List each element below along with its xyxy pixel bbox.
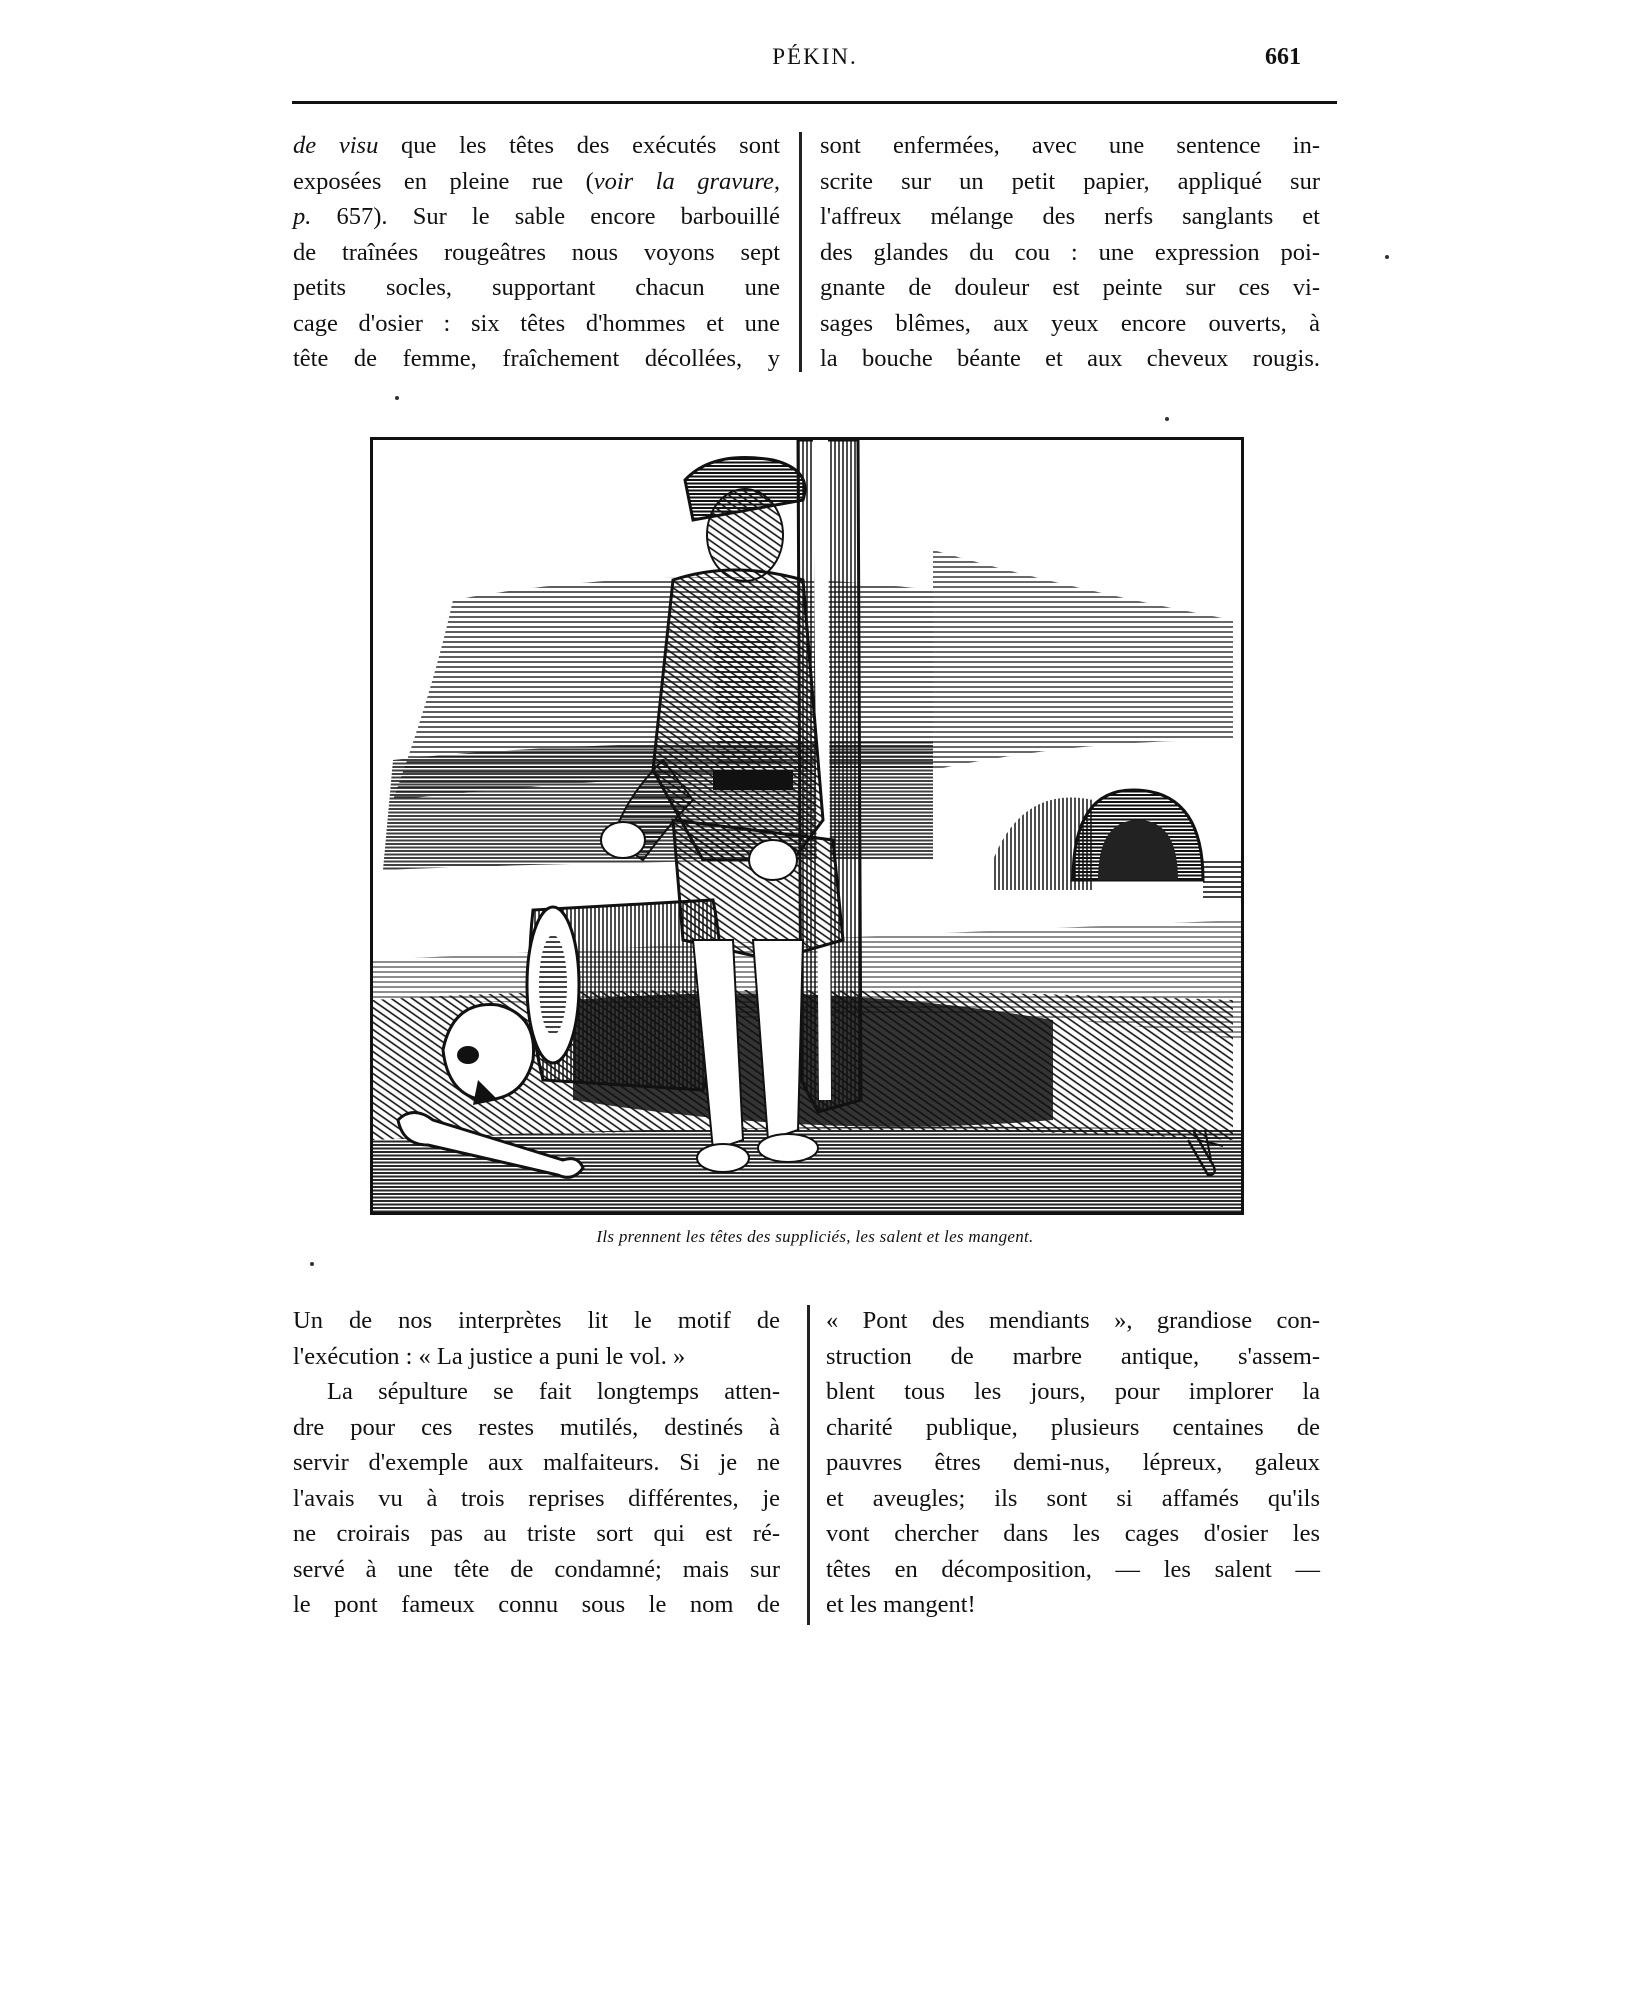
text-line: gnante de douleur est peinte sur ces vi-	[820, 274, 1320, 301]
text-line: têtes en décomposition, — les salent —	[826, 1555, 1320, 1583]
text-line	[293, 164, 780, 200]
text-line: sages blêmes, aux yeux encore ouverts, à	[820, 309, 1320, 337]
running-title: PÉKIN.	[772, 44, 858, 69]
line-text: exposées en pleine rue (	[293, 167, 594, 195]
text-line: cage d'osier : six têtes d'hommes et une	[293, 309, 780, 337]
text-line: et les mangent!	[826, 1591, 976, 1618]
scan-speck	[310, 1262, 314, 1266]
column-rule	[807, 1305, 810, 1625]
bottom-left-column	[293, 1303, 780, 1623]
page-number: 661	[1265, 44, 1301, 70]
text-line: tête de femme, fraîchement décollées, y	[293, 345, 780, 372]
text-line: ne croirais pas au triste sort qui est ré-	[293, 1520, 780, 1547]
italic-phrase: p.	[293, 203, 312, 230]
text-line: le pont fameux connu sous le nom de	[293, 1591, 780, 1618]
top-left-column	[293, 128, 780, 377]
text-line: et aveugles; ils sont si affamés qu'ils	[826, 1484, 1320, 1512]
text-line: blent tous les jours, pour implorer la	[826, 1378, 1320, 1405]
paragraph-start-line: La sépulture se fait longtemps atten-	[327, 1378, 780, 1405]
bottom-right-column	[826, 1303, 1320, 1623]
ruined-arches	[993, 790, 1241, 900]
text-line: Un de nos interprètes lit le motif de	[293, 1307, 780, 1334]
text-line: sont enfermées, avec une sentence in-	[820, 132, 1320, 159]
text-line: la bouche béante et aux cheveux rougis.	[820, 345, 1320, 372]
text-line: servé à une tête de condamné; mais sur	[293, 1555, 780, 1583]
scan-speck	[1385, 255, 1389, 259]
text-line: l'avais vu à trois reprises différentes, je	[293, 1484, 780, 1512]
text-line: dre pour ces restes mutilés, destinés à	[293, 1413, 780, 1441]
text-line: pauvres êtres demi-nus, lépreux, galeux	[826, 1449, 1320, 1476]
text-line: de traînées rougeâtres nous voyons sept	[293, 238, 780, 266]
text-line: « Pont des mendiants », grandiose con-	[826, 1307, 1320, 1334]
italic-phrase: voir la gravure,	[593, 167, 780, 195]
figure-caption: Ils prennent les têtes des suppliciés, les salent et les mangent.	[596, 1227, 1034, 1246]
text-line: struction de marbre antique, s'assem-	[826, 1342, 1320, 1370]
italic-phrase: de visu	[293, 132, 379, 159]
scan-speck	[395, 396, 399, 400]
text-line: l'exécution : « La justice a puni le vol. »	[293, 1342, 686, 1370]
text-line: l'affreux mélange des nerfs sanglants et	[820, 203, 1320, 230]
text-line	[293, 128, 780, 164]
engraving-drawing	[373, 440, 1241, 1212]
text-line: petits socles, supportant chacun une	[293, 274, 780, 301]
text-line: charité publique, plusieurs centaines de	[826, 1413, 1320, 1441]
text-line: des glandes du cou : une expression poi-	[820, 238, 1320, 266]
engraving-illustration	[370, 437, 1244, 1215]
scan-speck	[1165, 417, 1169, 421]
line-text: 657). Sur le sable encore barbouillé	[311, 203, 780, 230]
line-text: que les têtes des exécutés sont	[378, 132, 781, 159]
column-rule	[799, 132, 802, 372]
text-line: scrite sur un petit papier, appliqué sur	[820, 167, 1320, 195]
text-line	[293, 199, 780, 235]
text-line: vont chercher dans les cages d'osier les	[826, 1520, 1320, 1547]
top-right-column	[820, 128, 1320, 377]
header-rule	[292, 101, 1337, 104]
text-line: servir d'exemple aux malfaiteurs. Si je ne	[293, 1449, 780, 1476]
